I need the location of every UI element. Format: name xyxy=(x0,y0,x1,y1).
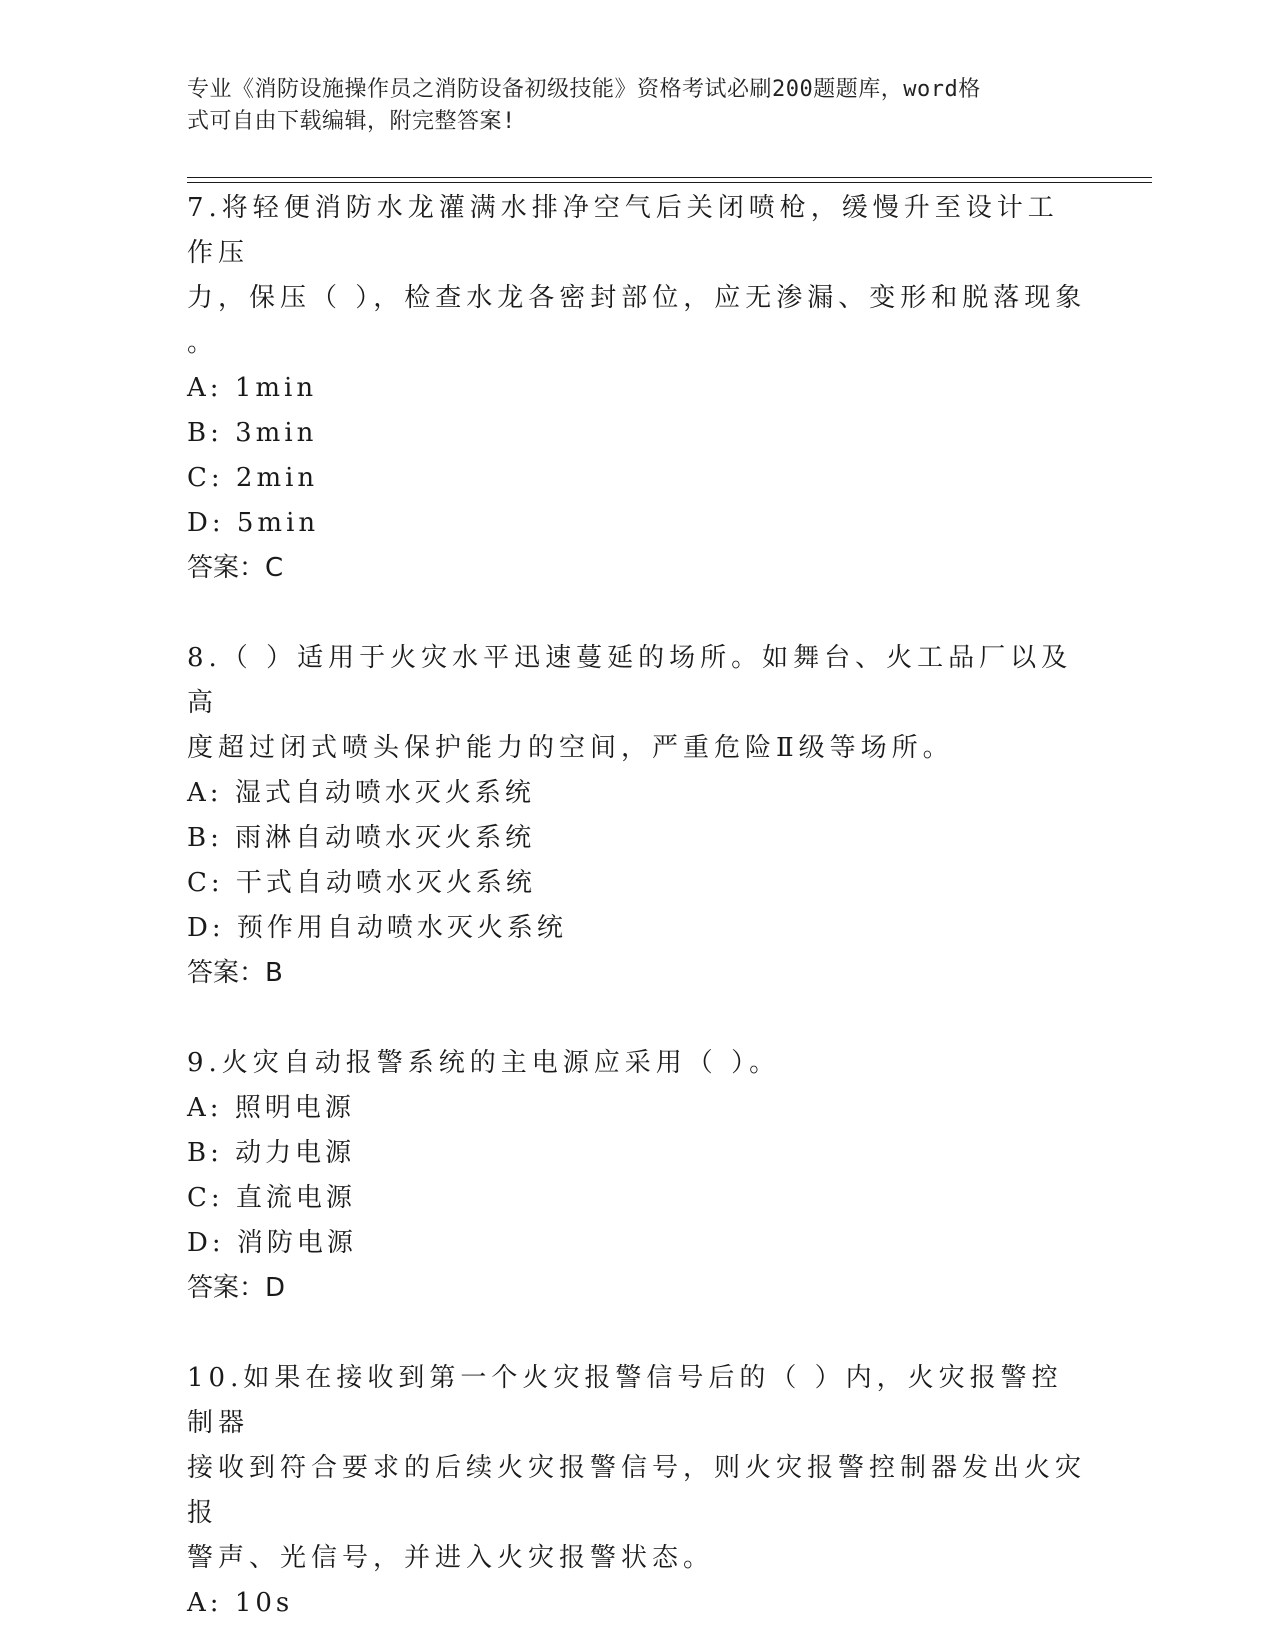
question-stem-line: 接收到符合要求的后续火灾报警信号，则火灾报警控制器发出火灾报 xyxy=(187,1453,1087,1528)
option-text: 雨淋自动喷水灭火系统 xyxy=(235,823,536,853)
option-label: A: xyxy=(187,778,223,808)
option-label: B: xyxy=(187,823,223,853)
question-stem-line: 8.（ ）适用于火灾水平迅速蔓延的场所。如舞台、火工品厂以及高 xyxy=(187,643,1073,718)
option-d xyxy=(187,501,1087,546)
option-text: 直流电源 xyxy=(235,1183,356,1213)
option-b xyxy=(187,411,1087,456)
question-spacer xyxy=(187,591,1087,636)
option-text: 照明电源 xyxy=(234,1093,355,1123)
option-label: D: xyxy=(187,508,225,538)
option-text: 2min xyxy=(235,463,319,493)
option-label: C: xyxy=(187,1183,224,1213)
option-text: 预作用自动喷水灭火系统 xyxy=(236,913,567,943)
option-c xyxy=(187,861,1087,906)
question-spacer xyxy=(187,1311,1087,1356)
question-spacer xyxy=(187,996,1087,1041)
question-9 xyxy=(187,1041,1087,1311)
question-list xyxy=(187,186,1087,1626)
option-label: A: xyxy=(187,1093,223,1123)
option-a xyxy=(187,366,1087,411)
option-label: D: xyxy=(187,1228,225,1258)
option-text: 消防电源 xyxy=(236,1228,357,1258)
question-8 xyxy=(187,636,1087,996)
question-7 xyxy=(187,186,1087,591)
option-label: A: xyxy=(187,1588,223,1618)
question-stem-line: 10.如果在接收到第一个火灾报警信号后的（ ）内，火灾报警控制器 xyxy=(187,1363,1063,1438)
option-b xyxy=(187,1131,1087,1176)
question-stem-tail: 。 xyxy=(187,328,214,358)
option-c xyxy=(187,1176,1087,1221)
question-stem-line: 力，保压（ ），检查水龙各密封部位，应无渗漏、变形和脱落现象 xyxy=(187,283,1087,313)
header-rule-top xyxy=(187,177,1152,178)
option-d xyxy=(187,906,1087,951)
option-label: A: xyxy=(187,373,223,403)
option-label: D: xyxy=(187,913,225,943)
question-10 xyxy=(187,1356,1087,1626)
header-line-2: 式可自由下载编辑，附完整答案! xyxy=(187,109,516,134)
option-text: 湿式自动喷水灭火系统 xyxy=(234,778,535,808)
answer-line: 答案：C xyxy=(187,553,284,583)
option-a xyxy=(187,771,1087,816)
option-c xyxy=(187,456,1087,501)
header-line-1: 专业《消防设施操作员之消防设备初级技能》资格考试必刷200题题库，word格 xyxy=(187,77,981,102)
option-text: 动力电源 xyxy=(235,1138,356,1168)
option-d xyxy=(187,1221,1087,1266)
option-a xyxy=(187,1086,1087,1131)
question-stem-line: 警声、光信号，并进入火灾报警状态。 xyxy=(187,1543,715,1573)
answer-line: 答案：D xyxy=(187,1273,286,1303)
option-text: 5min xyxy=(236,508,320,538)
option-label: C: xyxy=(187,868,224,898)
question-stem-line: 度超过闭式喷头保护能力的空间，严重危险Ⅱ级等场所。 xyxy=(187,733,954,763)
option-text: 10s xyxy=(234,1588,294,1618)
option-b xyxy=(187,816,1087,861)
option-label: B: xyxy=(187,418,223,448)
question-stem-line: 7.将轻便消防水龙灌满水排净空气后关闭喷枪，缓慢升至设计工作压 xyxy=(187,193,1059,268)
header-rule-bottom xyxy=(187,182,1152,183)
document-header xyxy=(187,74,1067,138)
option-text: 干式自动喷水灭火系统 xyxy=(235,868,536,898)
option-label: B: xyxy=(187,1138,223,1168)
option-a xyxy=(187,1581,1087,1626)
option-label: C: xyxy=(187,463,224,493)
option-text: 1min xyxy=(234,373,318,403)
answer-line: 答案：B xyxy=(187,958,283,988)
option-text: 3min xyxy=(235,418,318,448)
question-stem-line: 9.火灾自动报警系统的主电源应采用（ ）。 xyxy=(187,1048,781,1078)
